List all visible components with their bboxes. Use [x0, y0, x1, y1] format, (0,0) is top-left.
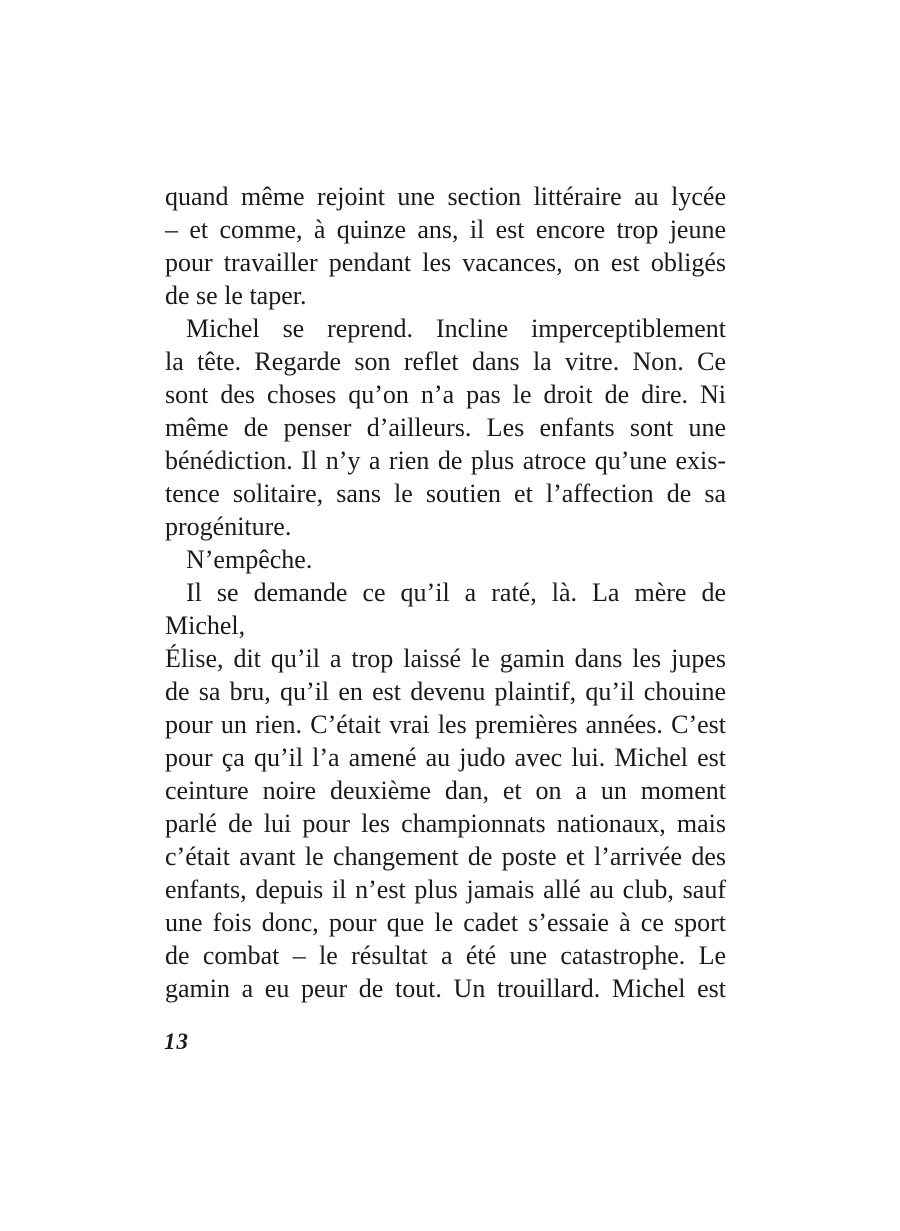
text-line: Il se demande ce qu’il a raté, là. La mère de Michel, — [165, 578, 726, 640]
text-line: sont des choses qu’on n’a pas le droit de dire. Ni — [165, 380, 726, 409]
text-line: Élise, dit qu’il a trop laissé le gamin dans les jupes — [165, 644, 726, 673]
text-line: de sa bru, qu’il en est devenu plaintif, qu’il chouine — [165, 677, 726, 706]
text-line: bénédiction. Il n’y a rien de plus atroce qu’une exis- — [165, 446, 726, 475]
text-line: de combat – le résultat a été une catastrophe. Le — [165, 941, 726, 970]
text-line: pour travailler pendant les vacances, on est obligés — [165, 248, 726, 277]
text-line: quand même rejoint une section littéraire au lycée — [165, 182, 726, 211]
text-line: parlé de lui pour les championnats nationaux, mais — [165, 809, 726, 838]
paragraph — [165, 180, 726, 312]
text-line: ceinture noire deuxième dan, et on a un moment — [165, 776, 726, 805]
text-line: enfants, depuis il n’est plus jamais allé au club, sauf — [165, 875, 726, 904]
text-line: pour un rien. C’était vrai les premières années. C’est — [165, 710, 726, 739]
page-number: 13 — [164, 1029, 189, 1054]
text-line: une fois donc, pour que le cadet s’essaie à ce sport — [165, 908, 726, 937]
text-line: gamin a eu peur de tout. Un trouillard. Michel est — [165, 974, 726, 1003]
text-line: Michel se reprend. Incline imperceptiblement — [186, 314, 726, 343]
text-line: c’était avant le changement de poste et l’arrivée des — [165, 842, 726, 871]
paragraph — [165, 312, 726, 543]
text-line: tence solitaire, sans le soutien et l’affection de sa — [165, 479, 726, 508]
text-line: – et comme, à quinze ans, il est encore trop jeune — [165, 215, 726, 244]
text-line: la tête. Regarde son reflet dans la vitre. Non. Ce — [165, 347, 726, 376]
paragraph — [165, 543, 726, 576]
text-line: de se le taper. — [165, 281, 307, 310]
text-block — [165, 180, 726, 1005]
text-line: progéniture. — [165, 512, 292, 541]
text-line: N’empêche. — [186, 545, 313, 574]
paragraph — [165, 576, 726, 1005]
text-line: même de penser d’ailleurs. Les enfants sont une — [165, 413, 726, 442]
text-line: pour ça qu’il l’a amené au judo avec lui. Michel est — [165, 743, 726, 772]
